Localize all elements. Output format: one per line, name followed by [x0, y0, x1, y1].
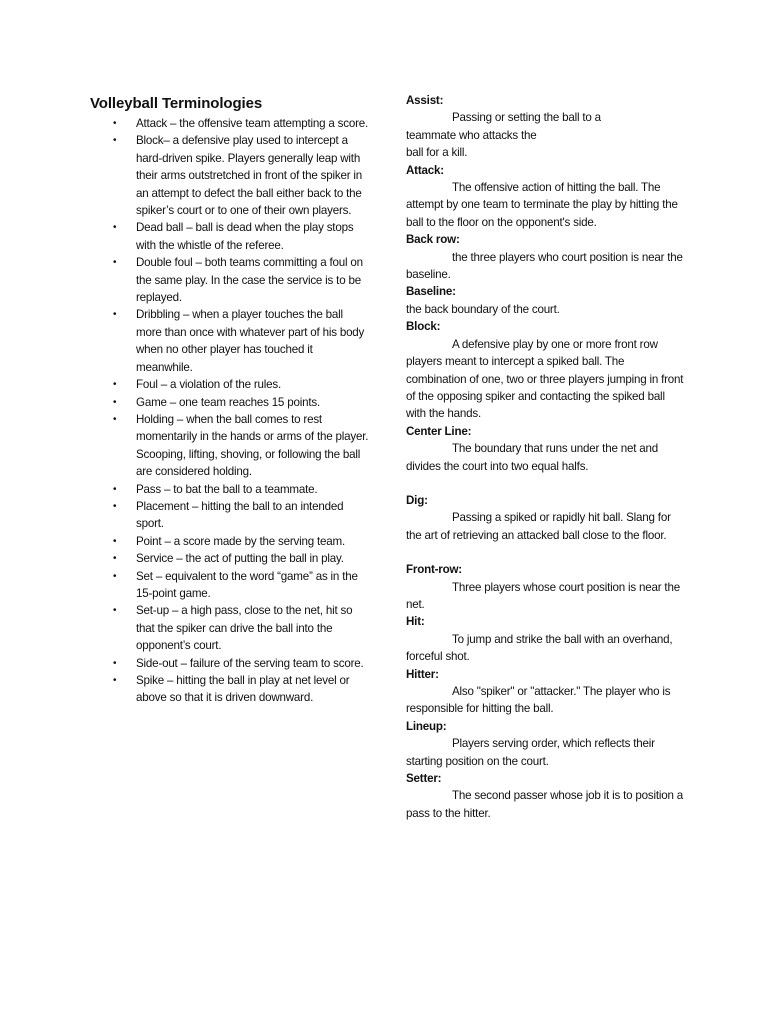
list-item	[90, 306, 370, 376]
bullet-icon: •	[113, 570, 117, 582]
bullet-icon: •	[113, 379, 117, 391]
entry-term: Front-row:	[406, 563, 462, 577]
entry-definition: Three players whose court position is near the net.	[406, 580, 680, 611]
list-item	[90, 115, 370, 132]
list-item-text: Set-up – a high pass, close to the net, hit so that the spiker can drive the ball into the opponent’s court.	[136, 604, 353, 653]
list-item-text: Dribbling – when a player touches the ball more than once with whatever part of his body when no other player has touched it meanwhile.	[136, 308, 365, 374]
entry-definition: the three players who court position is near the baseline.	[406, 250, 683, 282]
list-item-text: Block– a defensive play used to intercept a hard-driven spike. Players generally leap with their arms outstretched in front of the spiker in an attempt to defect the ball either back to the spiker’s court or to one of their own players.	[136, 134, 363, 218]
entry-definition: The boundary that runs under the net and divides the court into two equal halfs.	[406, 442, 658, 473]
list-item	[90, 132, 370, 219]
list-item-text: Side-out – failure of the serving team to score.	[136, 656, 364, 670]
list-item	[90, 254, 370, 306]
list-item-text: Holding – when the ball comes to rest momentarily in the hands or arms of the player. Scooping, lifting, shoving, or following the ball are considered holding.	[136, 412, 369, 479]
list-item-text: Attack – the offensive team attempting a score.	[136, 117, 369, 130]
entry-term: Dig:	[406, 493, 428, 507]
list-item-text: Pass – to bat the ball to a teammate.	[136, 482, 318, 496]
bullet-icon: •	[113, 118, 117, 129]
entry-term: Lineup:	[406, 719, 447, 733]
list-item	[90, 498, 370, 533]
glossary-entry-setter	[406, 770, 686, 822]
glossary-entry-block	[406, 318, 686, 422]
entry-definition: To jump and strike the ball with an overhand, forceful shot.	[406, 632, 673, 664]
entry-term: Center Line:	[406, 424, 472, 438]
entry-term: Attack:	[406, 163, 444, 177]
left-column	[90, 94, 370, 707]
terminology-list	[90, 115, 370, 707]
list-item-text: Point – a score made by the serving team.	[136, 534, 345, 548]
glossary-entry-lineup	[406, 718, 686, 770]
glossary-entry-front-row	[406, 561, 686, 613]
list-item	[90, 411, 370, 481]
entry-term: Hitter:	[406, 667, 439, 681]
entry-definition: The second passer whose job it is to position a pass to the hitter.	[406, 789, 683, 820]
list-item	[90, 672, 370, 707]
entry-definition: A defensive play by one or more front row players meant to intercept a spiked ball. The combination of one, two or three players jumping in front of the opposing spiker and contacting the spiked ball with the hands.	[406, 337, 684, 421]
entry-term: Block:	[406, 320, 441, 334]
list-item	[90, 568, 370, 603]
list-item-text: Double foul – both teams committing a foul on the same play. In the case the service is to be replayed.	[136, 256, 363, 305]
glossary-entry-back-row	[406, 231, 686, 283]
glossary-entry-hit	[406, 613, 686, 665]
entry-definition: Passing a spiked or rapidly hit ball. Slang for the art of retrieving an attacked ball close to the floor.	[406, 511, 671, 542]
bullet-icon: •	[113, 257, 117, 269]
list-item	[90, 655, 370, 672]
list-item	[90, 219, 370, 254]
glossary-entry-baseline	[406, 283, 686, 318]
entry-term: Back row:	[406, 233, 460, 247]
list-item	[90, 394, 370, 411]
bullet-icon: •	[113, 675, 117, 686]
bullet-icon: •	[113, 535, 117, 547]
list-item	[90, 533, 370, 550]
list-item	[90, 376, 370, 393]
bullet-icon: •	[113, 483, 117, 495]
bullet-icon: •	[113, 657, 117, 669]
bullet-icon: •	[113, 222, 117, 234]
list-item-text: Service – the act of putting the ball in play.	[136, 552, 344, 566]
entry-term: Baseline:	[406, 285, 456, 299]
bullet-icon: •	[113, 309, 117, 321]
entry-definition: Passing or setting the ball to a teammate who attacks the ball for a kill.	[406, 111, 601, 160]
list-item-text: Placement – hitting the ball to an intended sport.	[136, 499, 344, 531]
list-item	[90, 550, 370, 567]
bullet-icon: •	[113, 413, 117, 425]
right-column	[406, 92, 686, 822]
list-item-text: Spike – hitting the ball in play at net level or above so that it is driven downward.	[136, 674, 350, 705]
entry-term: Setter:	[406, 772, 442, 786]
list-item-text: Game – one team reaches 15 points.	[136, 395, 320, 409]
glossary-entry-hitter	[406, 666, 686, 718]
bullet-icon: •	[113, 500, 117, 512]
document-title: Volleyball Terminologies	[90, 95, 263, 112]
glossary-entry-center-line	[406, 423, 686, 475]
list-item-text: Foul – a violation of the rules.	[136, 378, 282, 392]
list-item	[90, 602, 370, 654]
entry-definition: Players serving order, which reflects their starting position on the court.	[406, 737, 655, 768]
list-item-text: Set – equivalent to the word “game” as in the 15-point game.	[136, 569, 358, 600]
list-item-text: Dead ball – ball is dead when the play stops with the whistle of the referee.	[136, 221, 354, 252]
bullet-icon: •	[113, 396, 117, 408]
bullet-icon: •	[113, 605, 117, 617]
bullet-icon: •	[113, 135, 117, 147]
entry-definition: Also "spiker" or "attacker." The player who is responsible for hitting the ball.	[406, 685, 671, 716]
glossary-entry-attack	[406, 162, 686, 232]
list-item	[90, 481, 370, 498]
bullet-icon: •	[113, 553, 117, 565]
entry-definition: the back boundary of the court.	[406, 302, 560, 316]
entry-term: Assist:	[406, 94, 444, 107]
entry-term: Hit:	[406, 615, 425, 629]
glossary-entry-assist	[406, 92, 686, 162]
glossary-entry-dig	[406, 492, 686, 544]
entry-definition: The offensive action of hitting the ball. The attempt by one team to terminate the play by hitting the ball to the floor on the opponent's side.	[406, 181, 678, 229]
